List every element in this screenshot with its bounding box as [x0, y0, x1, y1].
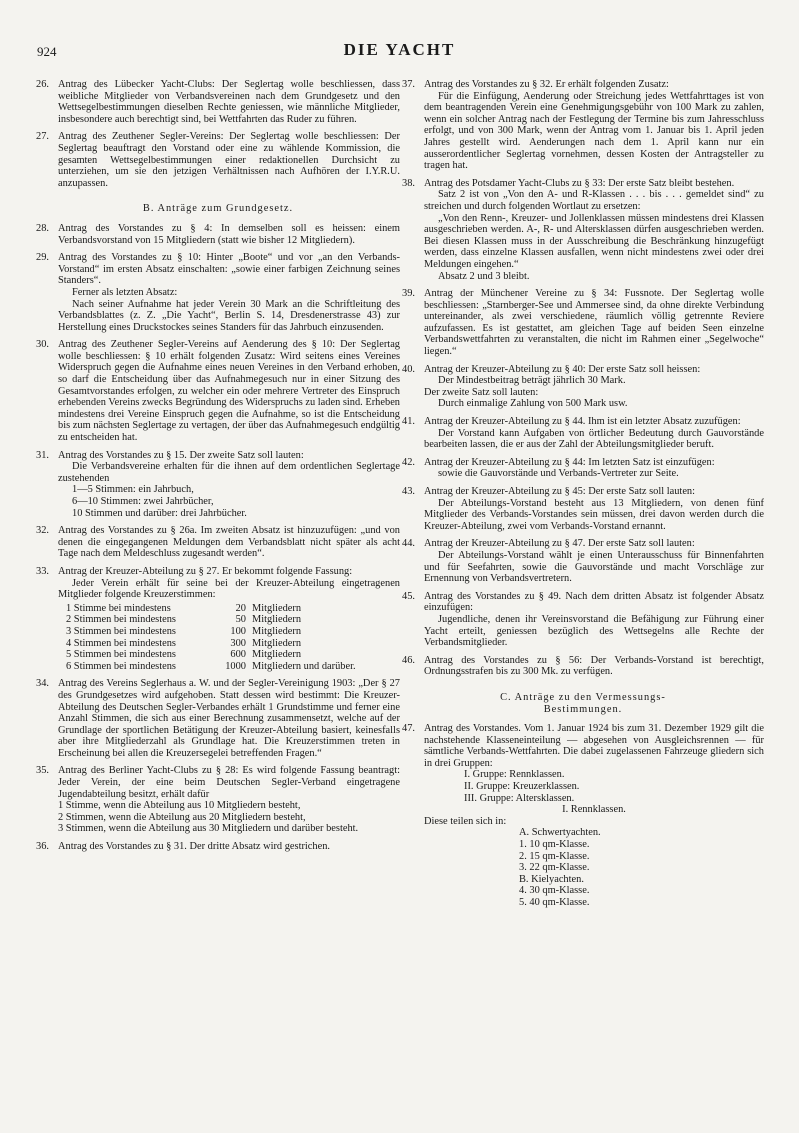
votes-table [66, 603, 400, 673]
item-38: 38. Antrag des Potsdamer Yacht-Clubs zu § 33: Der erste Satz bleibt bestehen. Satz 2 ist von „Von den A- und R-Klassen . . . bis . . . gemeldet sind“ zu streichen und durch folgenden Wortlaut zu ersetzen: „Von den Renn-, Kreuzer- und Jollenklassen müssen mindestens drei Klassen ausgeschrieben werden. A-, R- und Altersklassen dürfen ausgeschrieben werden. Bei diesen Klassen muss in der Ausschreibung die Beschränkung hinzugefügt werden, dass einzelne Klassen ausfallen, wenn nicht mindestens zwei oder drei Meldungen eingehen.“ Absatz 2 und 3 bleibt. [402, 177, 764, 282]
votes-row: 5 Stimmen bei mindestens 600 Mitgliedern [66, 649, 302, 661]
item-30: 30. Antrag des Zeuthener Segler-Vereins auf Aenderung des § 10: Der Seglertag wolle beschliessen: § 10 erhält folgenden Zusatz: Wird seitens eines Vereines Widerspruch gegen die Aufnahme eines neuen Vereines in den Verband erhoben, so darf die Entscheidung über das Aufnahmegesuch nur in einer Sitzung des Gesamtvorstandes erfolgen, zu welcher ein oder mehrere Vertreter des Einspruch erhebenden Vereins zwecks Begründung des Widerspruchs zu laden sind. Erheben mindestens drei Vereine Einspruch gegen die Aufnahme, so ist die Entscheidung bis zum nächsten Seglertage zu vertagen, der über das Aufnahmegesuch endgültig zu entscheiden hat. [36, 339, 400, 444]
group-line: II. Gruppe: Kreuzerklassen. [464, 781, 580, 793]
class-line: A. Schwertyachten. [519, 827, 601, 839]
section-b-heading: B. Anträge zum Grundgesetz. [142, 203, 294, 215]
class-line: 1. 10 qm-Klasse. [519, 839, 590, 851]
class-line: 5. 40 qm-Klasse. [519, 897, 590, 908]
item-40: 40. Antrag der Kreuzer-Abteilung zu § 40: Der erste Satz soll heissen: Der Mindestbeitrag beträgt jährlich 30 Mark. Der zweite Satz soll lauten: Durch einmalige Zahlung von 500 Mark usw. [402, 363, 701, 410]
item-36: 36. Antrag des Vorstandes zu § 31. Der dritte Absatz wird gestrichen. [36, 841, 331, 853]
item-45: 45. Antrag des Vorstandes zu § 49. Nach dem dritten Absatz ist folgender Absatz einzufügen: Jugendliche, denen ihr Vereinsvorstand die Befähigung zur Führung einer Yacht erteilt, geniessen bezüglich des Wettsegelns alle Rechte der Verbandsmitglieder. [402, 590, 764, 649]
item-42: 42. Antrag der Kreuzer-Abteilung zu § 44: Im letzten Satz ist einzufügen: sowie die Gauvorstände und Verbands-Vertreter zur Seite. [402, 456, 715, 480]
item-35: 35. Antrag des Berliner Yacht-Clubs zu § 28: Es wird folgende Fassung beantragt: Jeder Verein, der eine beim Deutschen Segler-Verband eingetragene Jugendabteilung besitzt, erhält dafür 1 Stimme, wenn die Abteilung aus 10 Mitgliedern besteht, 2 Stimmen, wenn die Abteilung aus 20 Mitgliedern besteht, 3 Stimmen, wenn die Abteilung aus 30 Mitgliedern und darüber besteht. [36, 765, 400, 835]
rennklassen-intro: Diese teilen sich in: [424, 815, 507, 827]
votes-row: 2 Stimmen bei mindestens 50 Mitgliedern [66, 614, 302, 626]
item-47: 47. Antrag des Vorstandes. Vom 1. Januar 1924 bis zum 31. Dezember 1929 gilt die nachstehende Klasseneinteilung — abgesehen von Ausgleichsrennen — für sämtliche Verbands-Wettfahrten. Die dabei zugelassenen Fahrzeuge gliedern sich in drei Gruppen: I. Gruppe: Rennklassen. II. Gruppe: Kreuzerklassen. III. Gruppe: Altersklassen. I. Rennklassen. Diese teilen sich in: A. Schwertyachten. 1. 10 qm-Klasse. 2. 15 qm-Klasse. 3. 22 qm-Klasse. B. Kielyachten. 4. 30 qm-Klasse. 5. 40 qm-Klasse. [402, 723, 764, 908]
item-37: 37. Antrag des Vorstandes zu § 32. Er erhält folgenden Zusatz: Für die Einfügung, Aenderung oder Streichung jedes Wettfahrttages ist von dem beantragenden Verein eine Genehmigungsgebühr von 100 Mark zu zahlen, wenn ein solcher Antrag nach der Festlegung der Termine bis zum Jahresschluss erfolgt, und von 300 Mark, wenn der Antrag vom 1. Januar bis 1. April jeden Jahres gestellt wird. Aenderungen nach dem 1. April kann nur ein ausserordentlicher Seglertag vornehmen, dessen Kosten der Antragsteller zu tragen hat. [402, 79, 764, 172]
item-44: 44. Antrag der Kreuzer-Abteilung zu § 47. Der erste Satz soll lauten: Der Abteilungs-Vorstand wählt je einen Unterausschuss für Binnenfahrten und für Seefahrten, sowie die Gauvorstände und macht Vorschläge zur Ernennung von Verbandsvertretern. [402, 538, 764, 585]
item-34: 34. Antrag des Vereins Seglerhaus a. W. und der Segler-Vereinigung 1903: „Der § 27 des Grundgesetzes wird aufgehoben. Statt dessen wird bestimmt: Die Kreuzer-Abteilung des Deutschen Segler-Verbandes erhält 1 Grundstimme und ferner eine Anzahl Stimmen, die sich aus einer Berechnung zusammensetzt, welche auf der Grundlage der sportlichen Betätigung der Kreuzer-Abteilung basiert, keinesfalls aber ihre Mitgliederzahl als Grundlage hat. Die Kreuzerstimmen treten in Erscheinung bei allen die Kreuzersegelei betreffenden Fragen.“ [36, 678, 400, 759]
item-43: 43. Antrag der Kreuzer-Abteilung zu § 45: Der erste Satz soll lauten: Der Abteilungs-Vorstand besteht aus 13 Mitgliedern, von denen fünf Mitglieder des Verbands-Vorstandes sein müssen, drei davon werden durch die Kreuzer-Abteilung, zwei vom Verbands-Vorstand ernannt. [402, 486, 764, 532]
rennklassen-title: I. Rennklassen. [562, 804, 626, 816]
left-column [36, 79, 400, 859]
section-c-heading: C. Anträge zu den Vermessungs- Bestimmungen. [500, 691, 666, 715]
item-31: 31. Antrag des Vorstandes zu § 15. Der zweite Satz soll lauten: Die Verbandsvereine erhalten für die ihnen auf dem ordentlichen Seglertage zustehenden 1—5 Stimmen: ein Jahrbuch, 6—10 Stimmen: zwei Jahrbücher, 10 Stimmen und darüber: drei Jahrbücher. [36, 449, 400, 519]
votes-row: 3 Stimmen bei mindestens 100 Mitgliedern [66, 625, 302, 637]
item-41: 41. Antrag der Kreuzer-Abteilung zu § 44. Ihm ist ein letzter Absatz zuzufügen: Der Vorstand kann Aufgaben von örtlicher Bedeutung durch Gauvorstände bearbeiten lassen, die er aus der Zahl der Abteilungsmitglieder beruft. [402, 416, 764, 451]
item-32: 32. Antrag des Vorstandes zu § 26a. Im zweiten Absatz ist hinzuzufügen: „und von denen die eingegangenen Meldungen dem Verbandsblatt nicht später als acht Tage nach dem Meldeschluss zugesandt werden“. [36, 525, 400, 560]
item-26: 26. Antrag des Lübecker Yacht-Clubs: Der Seglertag wolle beschliessen, dass weibliche Mitglieder von Verbandsvereinen nach dem Grundgesetz und den Wettsegelbestimmungen dieselben Rechte geniessen, wie männliche Mitglieder, insbesondere auch berechtigt sind, bei Wettfahrten das Ruder zu führen. [36, 79, 400, 125]
votes-row: 6 Stimmen bei mindestens 1000 Mitgliedern und darüber. [66, 660, 356, 672]
class-line: 3. 22 qm-Klasse. [519, 862, 590, 874]
item-39: 39. Antrag der Münchener Vereine zu § 34: Fussnote. Der Seglertag wolle beschliessen: „Starnberger-See und Ammersee sind, da ohne direkte Verbindung untereinander, als zwei verschiedene, räumlich völlig getrennte Reviere aufzufassen. Es ist gestattet, am gleichen Tage auf beiden Seen einzelne Verbandswettfahrten zu veranstalten, die nicht im Rahmen einer „Segelwoche“ liegen.“ [402, 288, 764, 358]
item-27: 27. Antrag des Zeuthener Segler-Vereins: Der Seglertag wolle beschliessen: Der Seglertag beauftragt den Vorstand oder eine zu wählende Kommission, die gesamten Wettsegelbestimmungen einer redaktionellen Durchsicht zu unterziehen, um sie den jetzigen Verhältnissen nach Aufhören der I.Y.R.U. anzupassen. [36, 131, 400, 189]
running-title: DIE YACHT [343, 40, 456, 59]
item-29: 29. Antrag des Vorstandes zu § 10: Hinter „Boote“ und vor „an den Verbands-Vorstand“ im ersten Absatz einschalten: „sowie einer farbigen Zeichnung seines Standers“. Ferner als letzten Absatz: Nach seiner Aufnahme hat jeder Verein 30 Mark an die Schriftleitung des Verbandsblattes (z. Z. „Die Yacht“, Berlin S. 14, Dresdenerstrasse 43) zur Herstellung eines Druckstockes seines Standers für das Jahrbuch einzusenden. [36, 252, 400, 333]
class-line: 2. 15 qm-Klasse. [519, 850, 590, 862]
page-number: 924 [37, 44, 57, 59]
item-33: 33. Antrag der Kreuzer-Abteilung zu § 27. Er bekommt folgende Fassung: Jeder Verein erhält für seine bei der Kreuzer-Abteilung eingetragenen Mitglieder folgende Kreuzerstimmen: 1 Stimme bei mindestens 20 Mitgliedern 2 Stimmen bei mindestens 50 Mitgliedern 3 Stimmen bei mindestens 100 Mitgliedern 4 Stimmen bei mindestens 300 Mitgliedern 5 Stimmen bei mindestens 600 Mitgliedern 6 Stimmen bei mindestens 1000 Mitgliedern und darüber. [36, 565, 400, 672]
class-line: B. Kielyachten. [519, 873, 584, 885]
item-46: 46. Antrag des Vorstandes zu § 56: Der Verbands-Vorstand ist berechtigt, Ordnungsstrafen bis zu 300 Mk. zu verfügen. [402, 654, 764, 678]
item-28: 28. Antrag des Vorstandes zu § 4: In demselben soll es heissen: einem Verbandsvorstand von 15 Mitgliedern (statt wie bisher 12 Mitgliedern). [36, 222, 400, 246]
right-column [402, 79, 764, 915]
class-line: 4. 30 qm-Klasse. [519, 885, 590, 897]
votes-row: 4 Stimmen bei mindestens 300 Mitgliedern [66, 637, 302, 649]
group-line: I. Gruppe: Rennklassen. [464, 769, 565, 781]
group-line: III. Gruppe: Altersklassen. [464, 792, 575, 804]
votes-row: 1 Stimme bei mindestens 20 Mitgliedern [66, 602, 302, 614]
